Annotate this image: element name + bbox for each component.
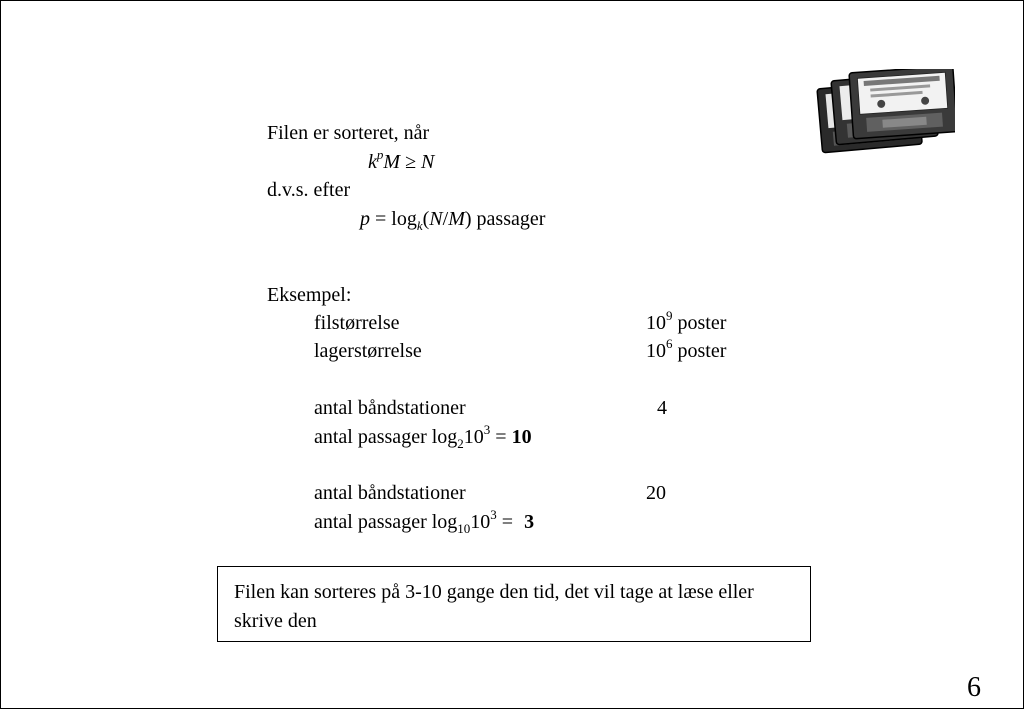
tape-cassettes-icon: [813, 69, 955, 161]
num-exponent: 3: [483, 422, 491, 438]
log-base: 2: [457, 436, 464, 451]
passes-result: 3: [524, 511, 535, 533]
value-base: 10: [646, 312, 666, 334]
case2-stations-value: 20: [646, 482, 666, 504]
num-base: 10: [470, 511, 491, 533]
case1-passes: [314, 422, 532, 451]
formula2-close: ): [464, 208, 472, 230]
formula2-slash: /: [442, 208, 449, 230]
value-unit: poster: [672, 340, 727, 362]
dvs-line: d.v.s. efter: [267, 179, 351, 201]
formula-rest: M ≥ N: [383, 151, 435, 173]
num-base: 10: [463, 426, 484, 448]
formula-k: k: [368, 151, 377, 173]
case2-passes: [314, 507, 535, 536]
value-unit: poster: [672, 312, 727, 334]
row-value-filesize: [646, 308, 727, 335]
equals: =: [496, 511, 519, 533]
formula2-sub-k: k: [416, 218, 423, 233]
num-exponent: 3: [490, 507, 497, 523]
row-label-memsize: lagerstørrelse: [314, 340, 422, 362]
formula2-open: (: [422, 208, 430, 230]
intro-line: Filen er sorteret, når: [267, 122, 430, 144]
equals: =: [490, 426, 512, 448]
log-base: 10: [457, 521, 471, 536]
value-base: 10: [646, 340, 666, 362]
formula2-eq: = log: [370, 208, 417, 230]
formula2-M: M: [448, 208, 465, 230]
passes-prefix: antal passager log: [314, 511, 458, 533]
value-exponent: 9: [666, 308, 673, 324]
case1-stations-label: antal båndstationer: [314, 397, 466, 419]
row-value-memsize: [646, 336, 727, 363]
value-exponent: 6: [666, 336, 673, 352]
conclusion-box: [217, 566, 811, 642]
formula2-suffix: passager: [471, 208, 546, 230]
formula2-p: p: [360, 208, 370, 230]
formula-passes: [360, 207, 545, 231]
page-number: 6: [967, 672, 981, 703]
case2-stations-label: antal båndstationer: [314, 482, 466, 504]
example-heading: Eksempel:: [267, 284, 352, 306]
formula2-N: N: [429, 208, 443, 230]
passes-result: 10: [511, 426, 532, 448]
formula-kpm: [368, 147, 435, 174]
row-label-filesize: filstørrelse: [314, 312, 400, 334]
passes-prefix: antal passager log: [314, 426, 458, 448]
conclusion-text: Filen kan sorteres på 3-10 gange den tid, det vil tage at læse eller skrive den: [234, 581, 754, 632]
formula-p-exponent: p: [376, 147, 384, 163]
case1-stations-value: 4: [657, 397, 667, 419]
